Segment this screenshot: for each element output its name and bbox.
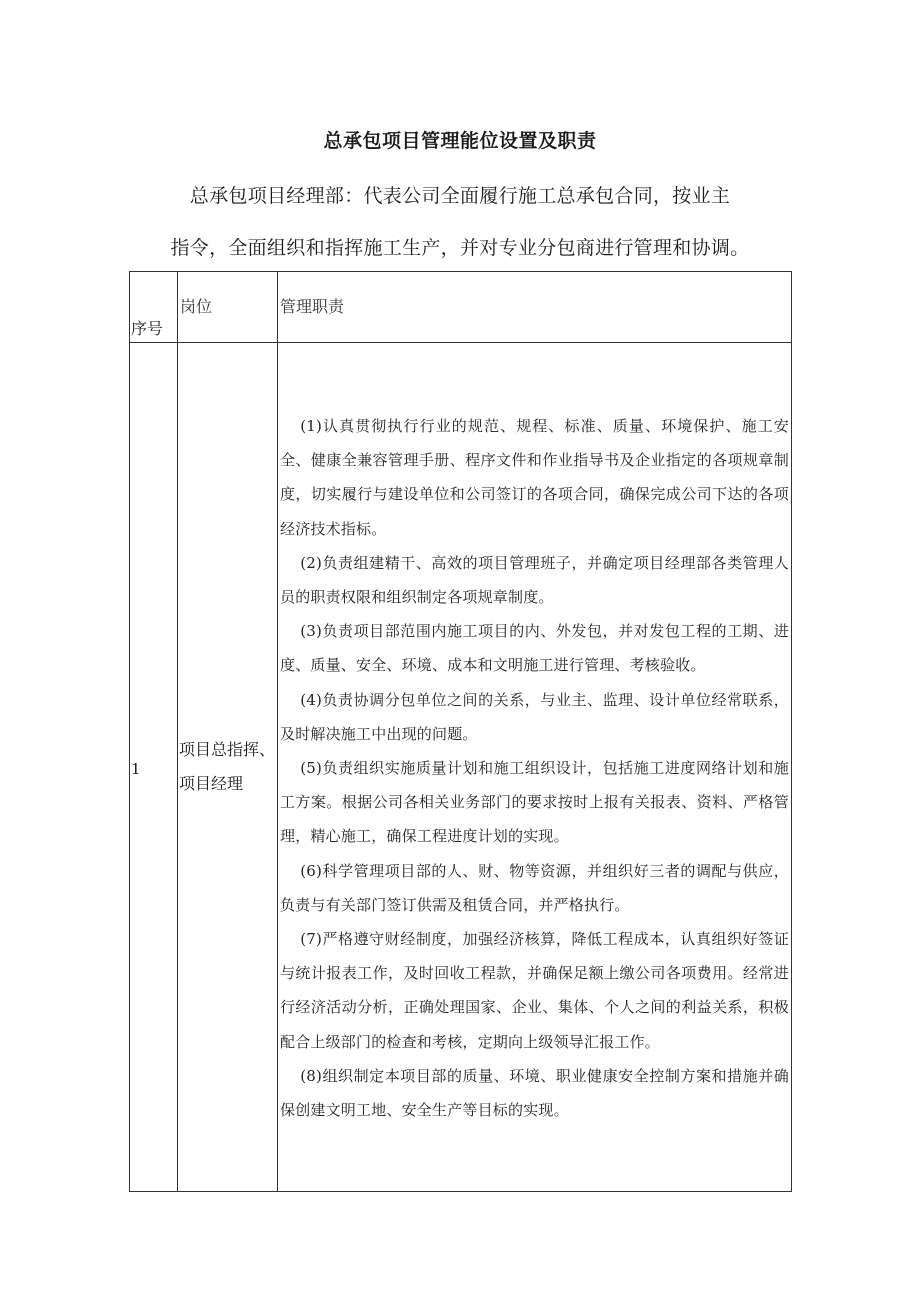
duty-item-7: (7)严格遵守财经制度，加强经济核算，降低工程成本，认真组织好签证与统计报表工作，及时回收工程款，并确保足额上缴公司各项费用。经常进行经济活动分析，正确处理国家、企业、集体、个人之间的利益关系，积极配合上级部门的检查和考核，定期向上级领导汇报工作。: [280, 930, 789, 1051]
row-post-cell: [178, 343, 278, 1192]
duty-item-8: (8)组织制定本项目部的质量、环境、职业健康安全控制方案和措施并确保创建文明工地、安全生产等目标的实现。: [280, 1066, 789, 1120]
duty-item-2: (2)负责组建精干、高效的项目管理班子，并确定项目经理部各类管理人员的职责权限和组织制定各项规章制度。: [280, 553, 789, 607]
duty-item-1: (1)认真贯彻执行行业的规范、规程、标准、质量、环境保护、施工安全、健康全兼容管理手册、程序文件和作业指导书及企业指定的各项规章制度，切实履行与建设单位和公司签订的各项合同，确保完成公司下达的各项经济技术指标。: [280, 417, 789, 538]
header-no-cell: [130, 272, 178, 343]
document-title: 总承包项目管理能位设置及职责: [323, 130, 597, 152]
table-row: [130, 343, 792, 1192]
header-post: 岗位: [180, 297, 213, 316]
intro-line-1: 总承包项目经理部：代表公司全面履行施工总承包合同，按业主: [189, 185, 731, 207]
intro-line-2: 指令，全面组织和指挥施工生产，并对专业分包商进行管理和协调。: [170, 237, 750, 259]
table-header-row: [130, 272, 792, 343]
header-post-cell: [178, 272, 278, 343]
row-no-cell: [130, 343, 178, 1192]
duty-item-3: (3)负责项目部范围内施工项目的内、外发包，并对发包工程的工期、进度、质量、安全、环境、成本和文明施工进行管理、考核验收。: [280, 622, 789, 675]
header-duty: 管理职责: [280, 297, 345, 316]
duty-item-6: (6)科学管理项目部的人、财、物等资源，并组织好三者的调配与供应，负责与有关部门签订供需及租赁合同，并严格执行。: [280, 861, 789, 914]
row-post: 项目总指挥、项目经理: [179, 740, 276, 793]
row-no: 1: [131, 760, 141, 778]
duty-item-4: (4)负责协调分包单位之间的关系，与业主、监理、设计单位经常联系，及时解决施工中出现的问题。: [280, 690, 789, 743]
duty-list: [278, 343, 791, 1127]
duty-item-5: (5)负责组织实施质量计划和施工组织设计，包括施工进度网络计划和施工方案。根据公司各相关业务部门的要求按时上报有关报表、资料、严格管理，精心施工，确保工程进度计划的实现。: [280, 759, 789, 846]
row-duty-cell: [278, 343, 792, 1192]
header-no: 序号: [131, 319, 164, 338]
header-duty-cell: [278, 272, 792, 343]
responsibility-table: [129, 271, 792, 1192]
